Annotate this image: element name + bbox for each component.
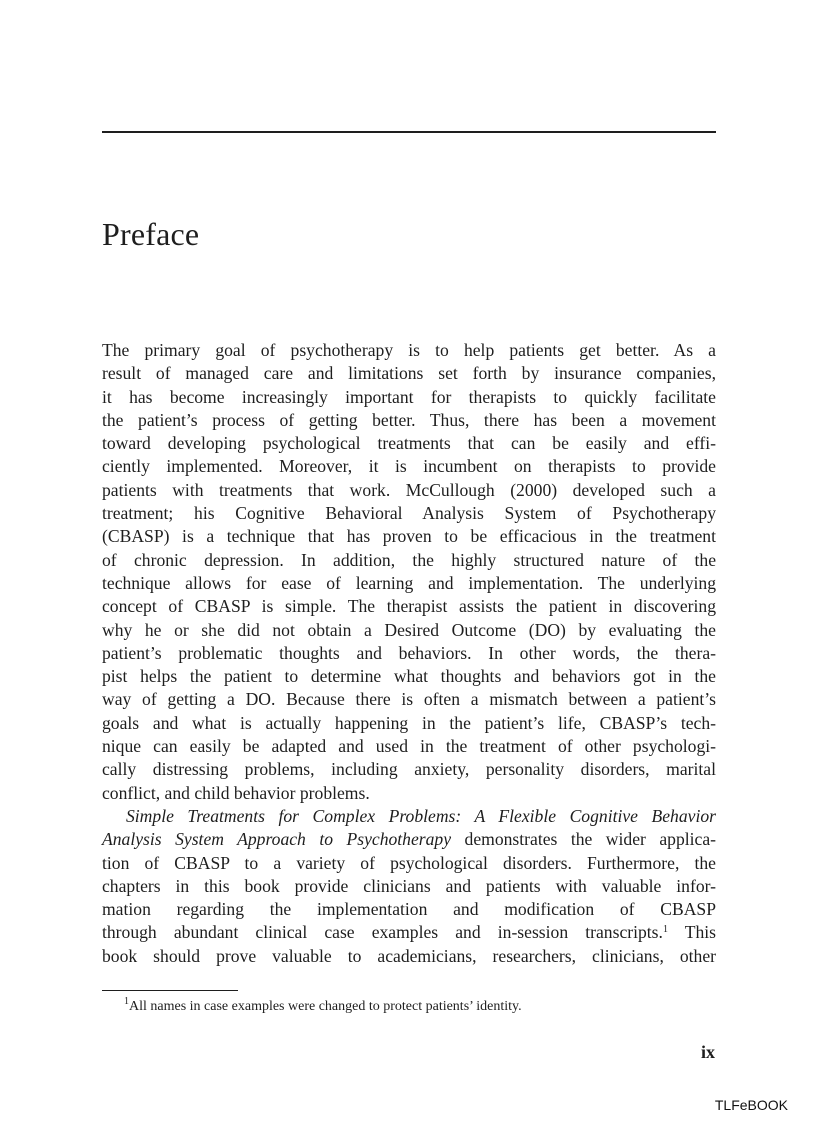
- text-line: pist helps the patient to determine what thoughts and behaviors got in the: [102, 666, 716, 687]
- footnote-text: All names in case examples were changed to protect patients’ identity.: [129, 999, 522, 1014]
- text-line: the patient’s process of getting better. Thus, there has been a movement: [102, 409, 716, 430]
- footnote-marker: 1: [124, 996, 129, 1007]
- text-line: mation regarding the implementation and modification of CBASP: [102, 899, 716, 920]
- text-line: (CBASP) is a technique that has proven to be efficacious in the treatment: [102, 526, 716, 547]
- text-line: way of getting a DO. Because there is often a mismatch between a patient’s: [102, 689, 716, 710]
- text-line: book should prove valuable to academicians, researchers, clinicians, other: [102, 945, 716, 966]
- text-line: nique can easily be adapted and used in the treatment of other psychologi-: [102, 736, 716, 757]
- text-line: it has become increasingly important for therapists to quickly facilitate: [102, 386, 716, 407]
- text-line: concept of CBASP is simple. The therapist assists the patient in discovering: [102, 596, 716, 617]
- text-line: of chronic depression. In addition, the highly structured nature of the: [102, 549, 716, 570]
- text-run: demonstrates the wider applica-: [451, 829, 717, 850]
- text-run: through abundant clinical case examples and in-session transcripts.: [102, 922, 663, 943]
- text-line: [102, 805, 716, 828]
- text-line: why he or she did not obtain a Desired Outcome (DO) by evaluating the: [102, 619, 716, 640]
- watermark: TLFeBOOK: [714, 1097, 788, 1113]
- footnote-rule: [102, 990, 238, 991]
- book-title-italic: Analysis System Approach to Psychotherapy: [102, 829, 452, 850]
- text-run: This: [667, 922, 717, 943]
- text-line: patients with treatments that work. McCullough (2000) developed such a: [102, 479, 716, 500]
- text-line: technique allows for ease of learning and implementation. The underlying: [102, 572, 716, 593]
- book-title-italic: Simple Treatments for Complex Problems: A Flexible Cognitive Behavior: [126, 805, 716, 826]
- body-text: [102, 339, 716, 968]
- text-line: ciently implemented. Moreover, it is incumbent on therapists to provide: [102, 456, 716, 477]
- paragraph-2: [102, 805, 716, 968]
- text-line: goals and what is actually happening in the patient’s life, CBASP’s tech-: [102, 712, 716, 733]
- text-line: The primary goal of psychotherapy is to help patients get better. As a: [102, 340, 716, 360]
- page-title: Preface: [102, 216, 200, 252]
- footnote-reference[interactable]: 1: [662, 924, 668, 936]
- page-number: ix: [700, 1042, 715, 1062]
- text-line: [102, 828, 716, 851]
- text-line: cally distressing problems, including anxiety, personality disorders, marital: [102, 759, 716, 780]
- text-line: patient’s problematic thoughts and behaviors. In other words, the thera-: [102, 642, 716, 663]
- text-line: [102, 921, 716, 944]
- text-line: treatment; his Cognitive Behavioral Analysis System of Psychotherapy: [102, 503, 716, 524]
- text-line: chapters in this book provide clinicians and patients with valuable infor-: [102, 875, 716, 896]
- text-line: result of managed care and limitations set forth by insurance companies,: [102, 363, 716, 384]
- text-line: toward developing psychological treatments that can be easily and effi-: [102, 433, 716, 454]
- text-line: conflict, and child behavior problems.: [102, 782, 370, 803]
- text-line: tion of CBASP to a variety of psychological disorders. Furthermore, the: [102, 852, 716, 873]
- footnote: [124, 997, 522, 1017]
- top-rule: [102, 131, 716, 133]
- paragraph-1: [102, 339, 716, 805]
